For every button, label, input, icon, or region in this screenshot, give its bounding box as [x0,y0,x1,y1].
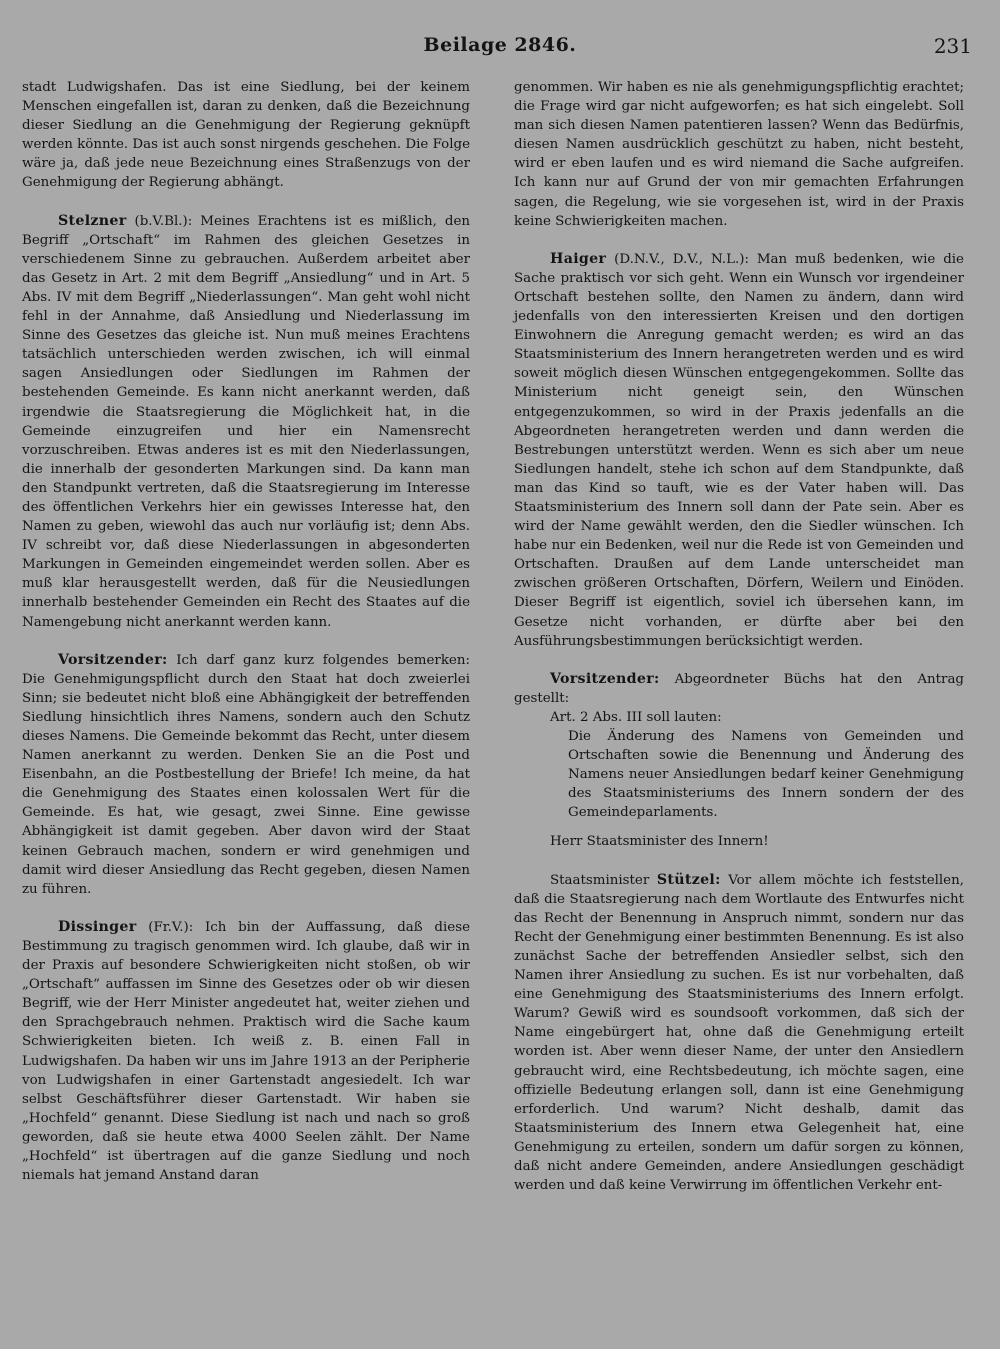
speech-text: Abgeordneter Büchs hat den Antrag gestellt: [514,671,964,706]
motion-heading: Art. 2 Abs. III soll lauten: [550,709,722,725]
paragraph [22,78,470,193]
speech-text: Vor allem möchte ich feststellen, daß die Staatsregierung nach dem Wortlaute des Entwurfes nicht das Recht der Benennung in Anspruch nimmt, sondern nur das Recht der Genehmigung einer bestimmten Benennung. Es ist also zunächst Sache der betreffenden Ansiedler selbst, sich den Namen ihrer Ansiedlung zu suchen. Es ist nur vorbehalten, daß eine Genehmigung des Staatsministeriums des Innern erfolgt. Warum? Gewiß wird es soundsooft vorkommen, daß sich der Name eingebürgert hat, ohne daß die Genehmigung erteilt worden ist. Aber wenn dieser Name, der unter den Ansiedlern gebraucht wird, eine Rechtsbedeutung, ich möchte sagen, eine offizielle Bedeutung erlangen soll, dann ist eine Genehmigung erforderlich. Und warum? Nicht deshalb, damit das Staatsministerium des Innern etwa Gelegenheit hat, eine Genehmigung zu erteilen, sondern um dafür sorgen zu können, daß nicht andere Gemeinden, andere Ansiedlungen geschädigt werden und daß keine Verwirrung im öffentlichen Verkehr ent- [514,872,964,1194]
page-header [22,30,978,60]
speech-text: Ich darf ganz kurz folgendes bemerken: Die Genehmigungspflicht durch den Staat hat doch zweierlei Sinn; sie bedeutet nicht bloß eine Abhängigkeit der betreffenden Siedlung hinsichtlich ihres Namens, sondern auch den Schutz dieses Namens. Die Gemeinde bekommt das Recht, unter diesem Namen anerkannt zu werden. Denken Sie an die Post und Eisenbahn, an die Postbestellung der Briefe! Ich meine, da hat die Genehmigung des Staates einen kolossalen Wert für die Gemeinde. Es hat, wie gesagt, zwei Sinne. Eine gewisse Abhängigkeit ist damit gegeben. Aber davon wird der Staat keinen Gebrauch machen, sondern er wird genehmigen und damit wird dieser Ansiedlung das Recht gegeben, diesen Namen zu führen. [22,652,470,897]
speaker-title: Staatsminister [550,872,657,888]
page-number: 231 [933,34,972,58]
page-header-title: Beilage 2846. [423,34,577,56]
speaker-name: Dissinger [58,918,137,935]
speech-text: (Fr.V.): Ich bin der Auffassung, daß diese Bestimmung zu tragisch genommen wird. Ich glaube, daß wir in der Praxis auf besondere Schwierigkeiten nicht stoßen, ob wir „Ortschaft“ auffassen im Sinne des Gesetzes oder ob wir diesen Begriff, wie der Herr Minister angedeutet hat, weiter ziehen und den Sprachgebrauch nehmen. Praktisch wird die Sache kaum Schwierigkeiten bieten. Ich weiß z. B. einen Fall in Ludwigshafen. Da haben wir uns im Jahre 1913 an der Peripherie von Ludwigshafen in einer Gartenstadt angesiedelt. Ich war selbst Geschäftsführer dieser Gartenstadt. Wir haben sie „Hochfeld“ genannt. Diese Siedlung ist nach und nach so groß geworden, daß sie heute etwa 4000 Seelen zählt. Der Name „Hochfeld“ ist übertragen auf die ganze Siedlung und noch niemals hat jemand Anstand daran [22,919,470,1184]
speech-paragraph [514,250,964,651]
speech-paragraph [22,651,470,899]
paragraph-text: genommen. Wir haben es nie als genehmigungspflichtig erachtet; die Frage wird gar nicht aufgeworfen; es hat sich eingelebt. Soll man sich diesen Namen patentieren lassen? Wenn das Bedürfnis, diesen Namen ausdrücklich geschützt zu haben, nicht besteht, wird er eben laufen und es wird niemand die Sache aufgreifen. Ich kann nur auf Grund der von mir gemachten Erfahrungen sagen, die Regelung, wie sie vorgesehen ist, wird in der Praxis keine Schwierigkeiten machen. [514,80,964,229]
speaker-name: Haiger [550,250,607,267]
speech-paragraph [514,670,964,708]
paragraph [514,78,964,231]
speech-paragraph [22,212,470,632]
speaker-name: Stützel: [656,871,721,888]
speaker-name: Stelzner [58,212,127,229]
paragraph-text: stadt Ludwigshafen. Das ist eine Siedlung, bei der keinem Menschen eingefallen ist, daran zu denken, daß die Bezeichnung dieser Siedlung an die Genehmigung der Regierung geknüpft werden könnte. Das ist auch sonst nirgends geschehen. Die Folge wäre ja, daß jede neue Bezeichnung eines Straßenzugs von der Genehmigung der Regierung abhängt. [22,80,470,191]
motion-address: Herr Staatsminister des Innern! [550,834,769,850]
right-column [514,78,964,1195]
speech-paragraph [514,871,964,1196]
speaker-name: Vorsitzender: [550,670,660,687]
speech-paragraph [22,918,470,1185]
motion-text: Die Änderung des Namens von Gemeinden und Ortschaften sowie die Benennung und Änderung des Namens neuer Ansiedlungen bedarf keiner Genehmigung des Staatsministeriums des Innern sondern der des Gemeindeparlaments. [568,729,964,821]
left-column [22,78,470,1185]
speech-text: (b.V.Bl.): Meines Erachtens ist es mißlich, den Begriff „Ortschaft“ im Rahmen des gleichen Gesetzes in verschiedenem Sinne zu gebrauchen. Außerdem arbeitet aber das Gesetz in Art. 2 mit dem Begriff „Ansiedlung“ und in Art. 5 Abs. IV mit dem Begriff „Niederlassungen“. Man geht wohl nicht fehl in der Annahme, daß Ansiedlung und Niederlassung im Sinne des Gesetzes das gleiche ist. Nun muß meines Erachtens tatsächlich unterschieden werden zwischen, ich will einmal sagen Ansiedlungen oder Siedlungen im Rahmen der bestehenden Gemeinde. Es kann nicht anerkannt werden, daß irgendwie die Staatsregierung die Möglichkeit hat, in die Gemeinde einzugreifen und hier ein Namensrecht vorzuschreiben. Etwas anderes ist es mit den Niederlassungen, die innerhalb der gesonderten Markungen sind. Da kann man den Standpunkt vertreten, daß die Staatsregierung im Interesse des öffentlichen Verkehrs hier ein gewisses Interesse hat, den Namen zu geben, wiewohl das auch nur vorläufig ist; denn Abs. IV schreibt vor, daß diese Niederlassungen in abgesonderten Markungen in Gemeinden eingemeindet werden sollen. Aber es muß klar herausgestellt werden, daß für die Neusiedlungen innerhalb bestehender Gemeinden ein Recht des Staates auf die Namengebung nicht anerkannt werden kann. [22,213,470,630]
speech-text: (D.N.V., D.V., N.L.): Man muß bedenken, wie die Sache praktisch vor sich geht. Wenn ein Wunsch vor irgendeiner Ortschaft bestehen sollte, den Namen zu ändern, dann wird jedenfalls von den interessierten Kreisen und den dortigen Einwohnern die Anregung gemacht werden; es wird an das Staatsministerium des Innern herangetreten werden und es wird soweit möglich diesen Wünschen entgegengekommen. Sollte das Ministerium nicht geneigt sein, den Wünschen entgegenzukommen, so wird in der Praxis jedenfalls an die Abgeordneten herangetreten werden und dann werden die Bestrebungen unterstützt werden. Wenn es sich aber um neue Siedlungen handelt, stehe ich schon auf dem Standpunkte, daß man das Kind so tauft, wie es der Vater haben will. Das Staatsministerium des Innern soll dann der Pate sein. Aber es wird der Name gewählt werden, den die Siedler wünschen. Ich habe nur ein Bedenken, weil nur die Rede ist von Gemeinden und Ortschaften. Draußen auf dem Lande unterscheidet man zwischen größeren Ortschaften, Dörfern, Weilern und Einöden. Dieser Begriff ist eigentlich, soviel ich übersehen kann, im Gesetze nicht vorhanden, er dürfte aber bei den Ausführungsbestimmungen berücksichtigt werden. [514,251,964,649]
speaker-name: Vorsitzender: [58,651,168,668]
